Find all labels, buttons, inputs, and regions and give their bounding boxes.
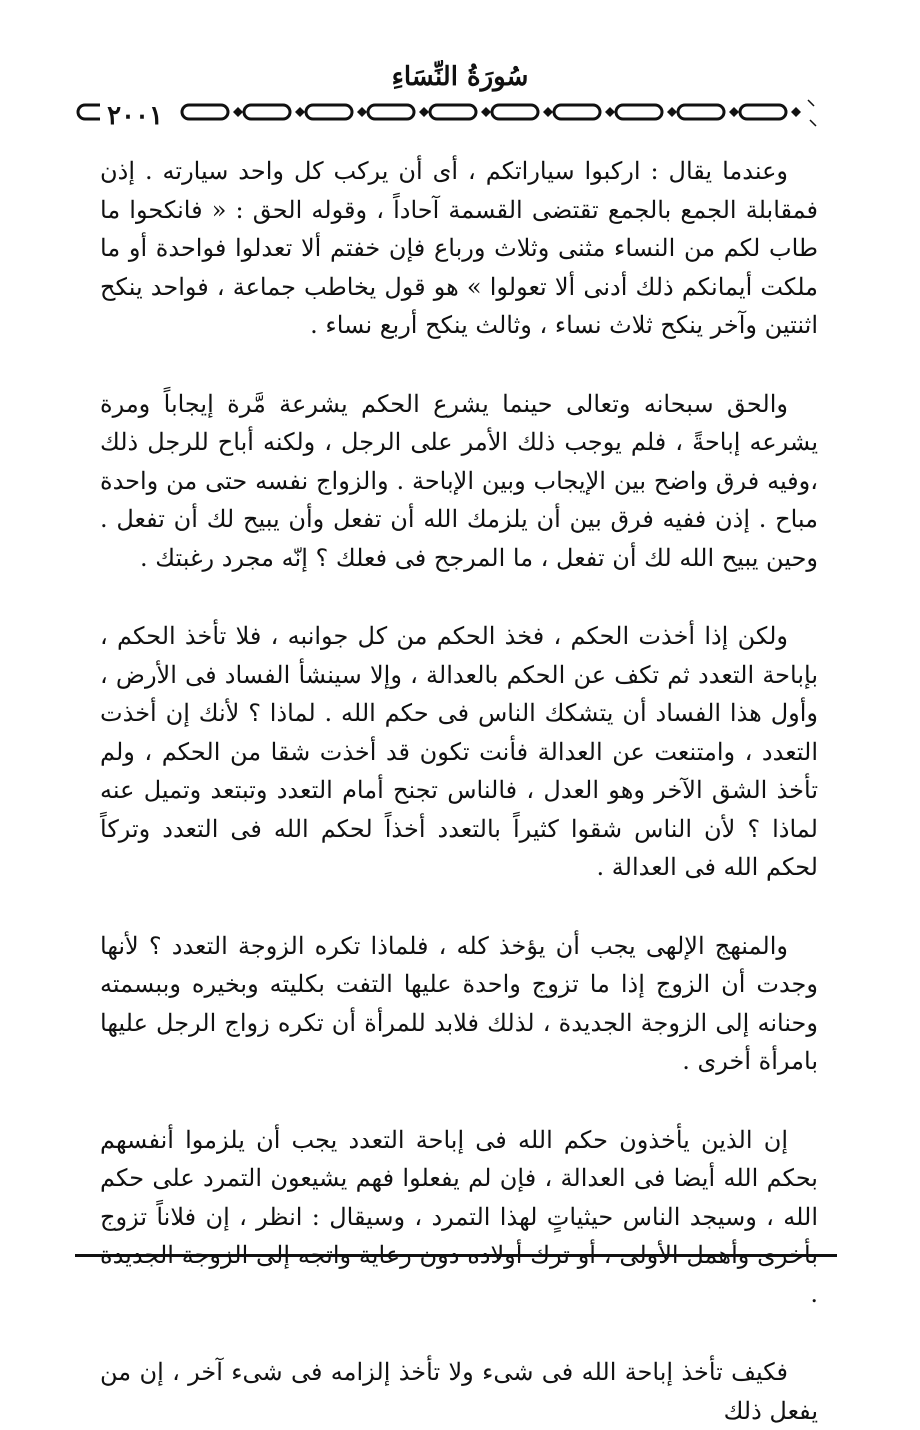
- body-text: [100, 152, 818, 1430]
- footer-rule: [75, 1254, 837, 1257]
- paragraph: إن الذين يأخذون حكم الله فى إباحة التعدد يجب أن يلزموا أنفسهم بحكم الله أيضا فى العدالة ، فإن لم يفعلوا فهم يشيعون التمرد على حكم الله ، وسيجد الناس حيثياتٍ لهذا التمرد ، وسيقال : انظر ، إن فلاناً تزوج بأخرى وأهمل الأولى ، أو ترك أولاده دون رعاية واتجه إلى الزوجة الجديدة .: [100, 1125, 818, 1308]
- paragraph: ولكن إذا أخذت الحكم ، فخذ الحكم من كل جوانبه ، فلا تأخذ الحكم ، بإباحة التعدد ثم تكف عن الحكم بالعدالة ، وإلا سينشأ الفساد فى الأرض ، وأول هذا الفساد أن يتشكك الناس فى حكم الله . لماذا ؟ لأنك إن أخذت التعدد ، وامتنعت عن العدالة فأنت تكون قد أخذت شقا من الحكم ، ولم تأخذ الشق الآخر وهو العدل ، فالناس تجنح أمام التعدد وتبتعد وتميل عنه لماذا ؟ لأن الناس شقوا كثيراً بالتعدد أخذاً لحكم الله فى التعدد وتركاً لحكم الله فى العدالة .: [100, 622, 818, 881]
- paragraph: وعندما يقال : اركبوا سياراتكم ، أى أن يركب كل واحد سيارته . إذن فمقابلة الجمع بالجمع تقتضى القسمة آحاداً ، وقوله الحق : « فانكحوا ما طاب لكم من النساء مثنى وثلاث ورباع فإن خفتم ألا تعدلوا فواحدة أو ما ملكت أيمانكم ذلك أدنى ألا تعولوا » هو قول يخاطب جماعة ، فواحد ينكح اثنتين وآخر ينكح ثلاث نساء ، وثالث ينكح أربع نساء .: [100, 157, 818, 339]
- paragraph: فكيف تأخذ إباحة الله فى شىء ولا تأخذ إلزامه فى شىء آخر ، إن من يفعل ذلك: [100, 1358, 818, 1425]
- paragraph: والمنهج الإلهى يجب أن يؤخذ كله ، فلماذا تكره الزوجة التعدد ؟ لأنها وجدت أن الزوج إذا ما تزوج واحدة عليها التفت بكليته وبخيره وببسمته وحنانه إلى الزوجة الجديدة ، لذلك فلابد للمرأة أن تكره زواج الرجل عليها بامرأة أخرى .: [100, 931, 818, 1075]
- page-number: ٢٠٠١: [100, 102, 170, 130]
- ornamental-chain-divider: [70, 96, 820, 136]
- paragraph: والحق سبحانه وتعالى حينما يشرع الحكم يشرعة مَّرة إيجاباً ومرة يشرعه إباحةً ، فلم يوجب ذلك الأمر على الرجل ، ولكنه أباح للرجل ذلك ،وفيه فرق واضح بين الإيجاب وبين الإباحة . والزواج نفسه حتى من واحدة مباح . إذن ففيه فرق بين أن يلزمك الله أن تفعل وأن يبيح لك أن تفعل . وحين يبيح الله لك أن تفعل ، ما المرجح فى فعلك ؟ إنّه مجرد رغبتك .: [100, 389, 818, 572]
- surah-title: سُورَةُ النِّسَاءِ: [391, 62, 529, 92]
